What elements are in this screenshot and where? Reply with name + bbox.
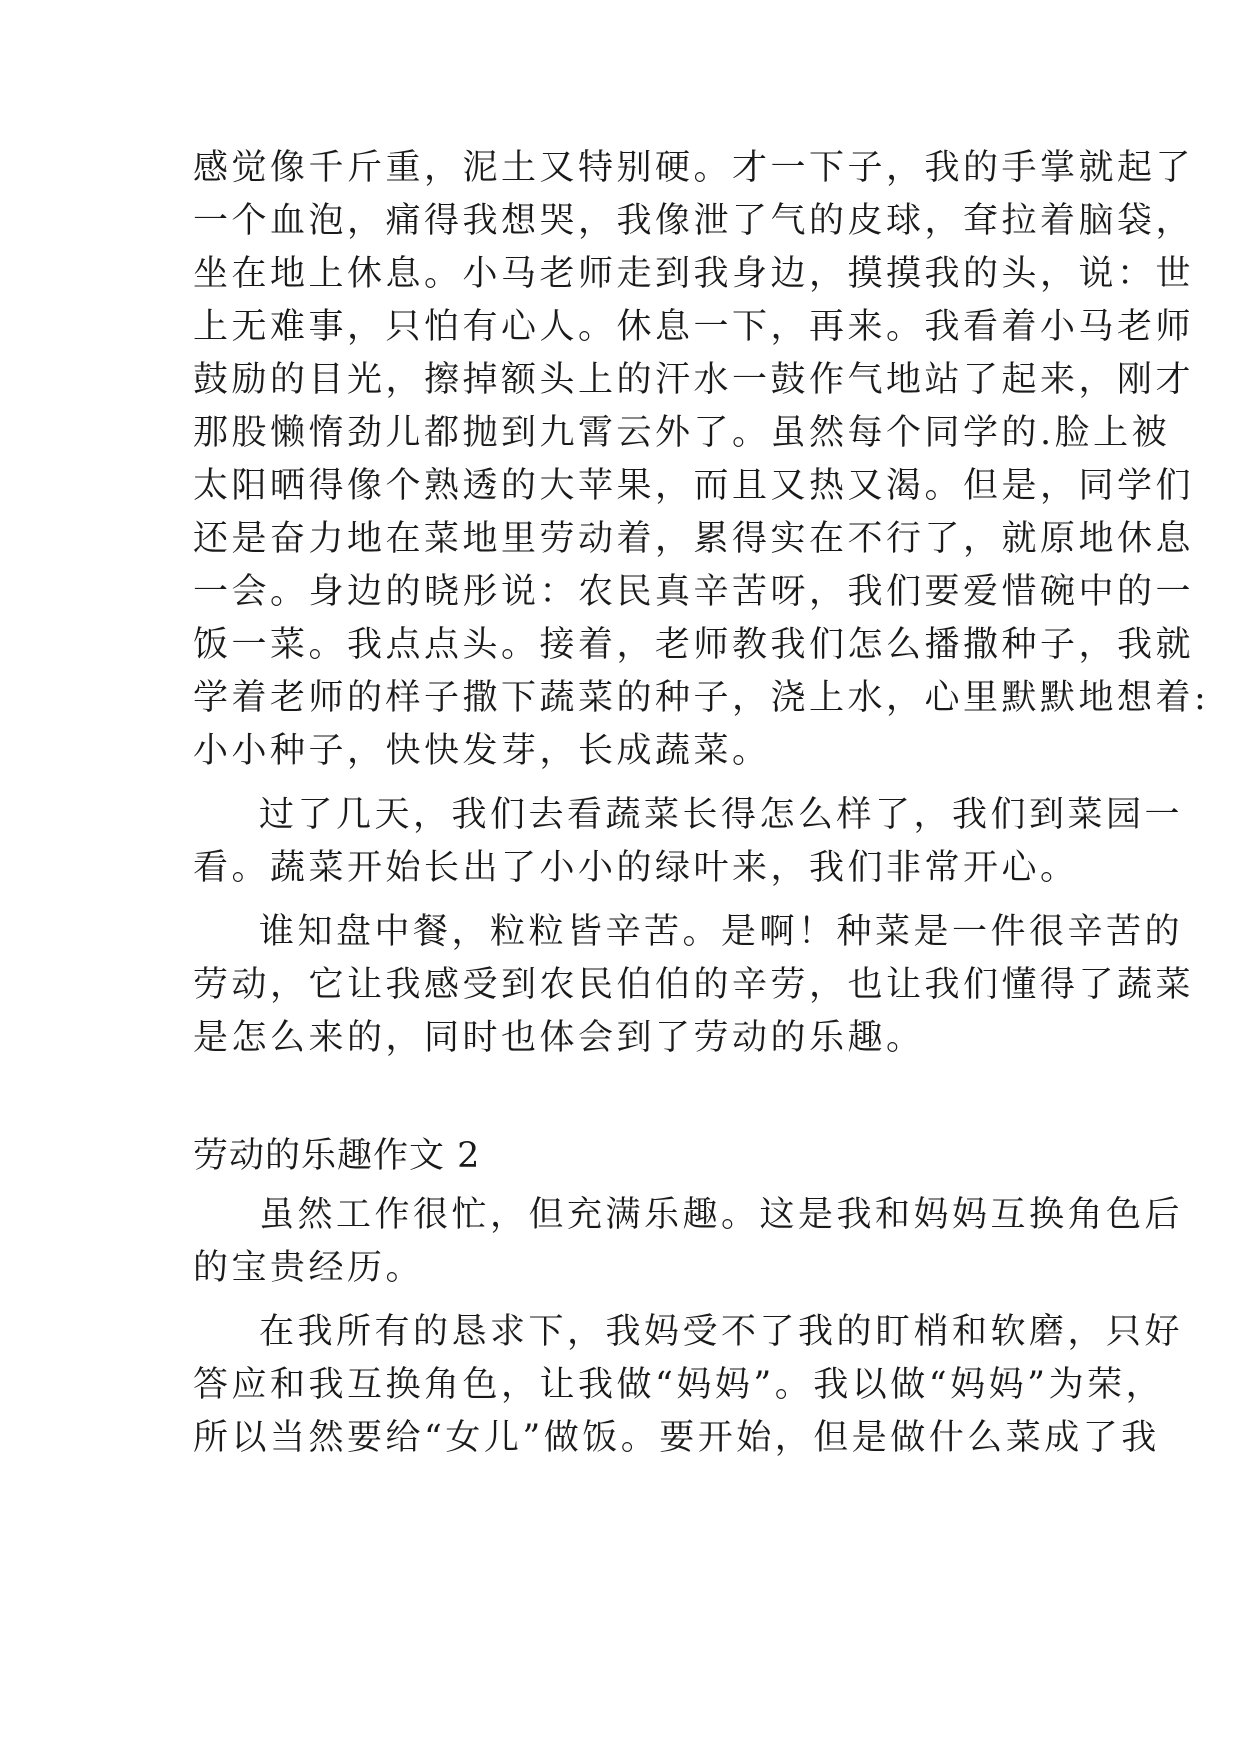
text-line: 鼓励的目光，擦掉额头上的汗水一鼓作气地站了起来，刚才 xyxy=(193,360,1195,400)
paragraph-first-line: 过了几天，我们去看蔬菜长得怎么样了，我们到菜园一 xyxy=(259,795,1184,835)
text-line: 是怎么来的，同时也体会到了劳动的乐趣。 xyxy=(193,1018,925,1058)
text-line: 劳动，它让我感受到农民伯伯的辛劳，也让我们懂得了蔬菜 xyxy=(193,965,1195,1005)
text-line: 所以当然要给“女儿”做饭。要开始，但是做什么菜成了我 xyxy=(193,1418,1160,1458)
text-line: 坐在地上休息。小马老师走到我身边，摸摸我的头，说：世 xyxy=(193,254,1195,294)
text-line: 一会。身边的晓彤说：农民真辛苦呀，我们要爱惜碗中的一 xyxy=(193,572,1195,612)
text-line: 那股懒惰劲儿都抛到九霄云外了。虽然每个同学的.脸上被 xyxy=(193,413,1171,453)
section-heading: 劳动的乐趣作文 2 xyxy=(193,1136,481,1176)
text-line: 还是奋力地在菜地里劳动着，累得实在不行了，就原地休息 xyxy=(193,519,1195,559)
text-line: 感觉像千斤重，泥土又特别硬。才一下子，我的手掌就起了 xyxy=(193,148,1195,188)
text-line: 上无难事，只怕有心人。休息一下，再来。我看着小马老师 xyxy=(193,307,1195,347)
text-line: 太阳晒得像个熟透的大苹果，而且又热又渴。但是，同学们 xyxy=(193,466,1195,506)
text-line: 小小种子，快快发芽，长成蔬菜。 xyxy=(193,731,771,771)
paragraph-first-line: 在我所有的恳求下，我妈受不了我的盯梢和软磨，只好 xyxy=(259,1312,1184,1352)
paragraph-first-line: 谁知盘中餐，粒粒皆辛苦。是啊！种菜是一件很辛苦的 xyxy=(259,912,1184,952)
text-line: 学着老师的样子撒下蔬菜的种子，浇上水，心里默默地想着: xyxy=(193,678,1210,718)
paragraph-first-line: 虽然工作很忙，但充满乐趣。这是我和妈妈互换角色后 xyxy=(259,1195,1184,1235)
text-line: 一个血泡，痛得我想哭，我像泄了气的皮球，耷拉着脑袋， xyxy=(193,201,1195,241)
text-line: 的宝贵经历。 xyxy=(193,1248,425,1288)
text-line: 答应和我互换角色，让我做“妈妈”。我以做“妈妈”为荣， xyxy=(193,1365,1165,1405)
text-line: 饭一菜。我点点头。接着，老师教我们怎么播撒种子，我就 xyxy=(193,625,1195,665)
text-line: 看。蔬菜开始长出了小小的绿叶来，我们非常开心。 xyxy=(193,848,1079,888)
